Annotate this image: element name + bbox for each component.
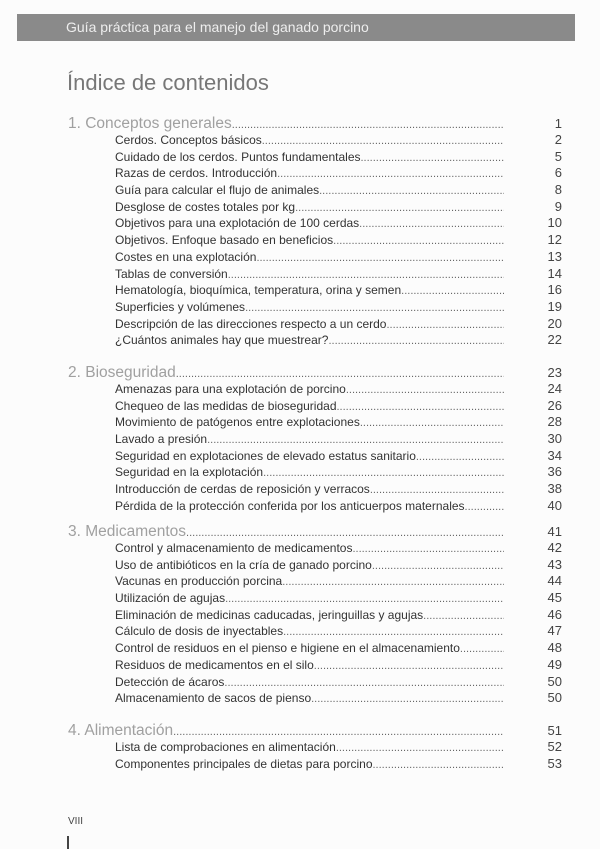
toc-section-heading[interactable] xyxy=(68,722,562,740)
entry-label: Objetivos. Enfoque basado en beneficios xyxy=(115,233,334,248)
entry-page-number: 36 xyxy=(547,464,562,480)
dot-leader xyxy=(245,300,504,317)
page-title: Índice de contenidos xyxy=(67,70,269,95)
toc-entry[interactable] xyxy=(68,149,562,166)
entry-label: Detección de ácaros xyxy=(115,674,225,689)
toc-entry[interactable] xyxy=(68,282,562,299)
entry-label: Utilización de agujas xyxy=(115,591,226,606)
entry-page-number: 19 xyxy=(547,298,562,314)
dot-leader xyxy=(333,233,504,250)
toc-entry[interactable] xyxy=(68,316,562,333)
entry-page-number: 38 xyxy=(547,481,562,497)
entry-label: Uso de antibióticos en la cría de ganado porcino xyxy=(115,557,372,572)
entry-label: Cálculo de dosis de inyectables xyxy=(115,624,284,639)
entry-label: Seguridad en la explotación xyxy=(115,465,264,480)
entry-label: Tablas de conversión xyxy=(115,266,228,281)
entry-page-number: 12 xyxy=(547,232,562,248)
toc-entry[interactable] xyxy=(68,414,562,431)
dot-leader xyxy=(277,166,504,183)
dot-leader xyxy=(416,449,504,466)
toc-section-1 xyxy=(68,115,562,349)
entry-page-number: 16 xyxy=(547,282,562,298)
toc-entry[interactable] xyxy=(68,132,562,149)
entry-page-number: 6 xyxy=(554,165,562,181)
dot-leader xyxy=(232,116,504,134)
dot-leader xyxy=(328,333,504,350)
toc-entry[interactable] xyxy=(68,557,562,574)
entry-page-number: 10 xyxy=(547,215,562,231)
toc-section-heading[interactable] xyxy=(68,115,562,133)
entry-label: 3. Medicamentos xyxy=(68,523,187,540)
dot-leader xyxy=(319,183,504,200)
entry-page-number: 8 xyxy=(554,182,562,198)
toc-entry[interactable] xyxy=(68,540,562,557)
toc-entry[interactable] xyxy=(68,657,562,674)
dot-leader xyxy=(256,250,504,267)
entry-label: Hematología, bioquímica, temperatura, orina y semen xyxy=(115,283,402,298)
entry-label: Guía para calcular el flujo de animales xyxy=(115,183,320,198)
entry-label: ¿Cuántos animales hay que muestrear? xyxy=(115,333,329,348)
entry-label: Control de residuos en el pienso e higiene en el almacenamiento xyxy=(115,641,460,656)
toc-section-heading[interactable] xyxy=(68,364,562,382)
entry-label: Control y almacenamiento de medicamentos xyxy=(115,541,353,555)
dot-leader xyxy=(360,415,504,432)
entry-page-number: 2 xyxy=(554,132,562,147)
dot-leader xyxy=(283,624,504,641)
dot-leader xyxy=(370,482,504,499)
page-number: VIII xyxy=(68,816,84,827)
dot-leader xyxy=(336,740,504,757)
entry-label: Costes en una explotación xyxy=(115,249,257,264)
entry-label: Eliminación de medicinas caducadas, jeringuillas y agujas xyxy=(115,607,424,622)
toc-entry[interactable] xyxy=(68,498,562,515)
toc-entry[interactable] xyxy=(68,464,562,481)
toc-entry[interactable] xyxy=(68,299,562,316)
entry-page-number: 34 xyxy=(547,447,562,463)
entry-label: Seguridad en explotaciones de elevado estatus sanitario xyxy=(115,448,416,463)
entry-label: Movimiento de patógenos entre explotaciones xyxy=(115,415,360,430)
entry-page-number: 50 xyxy=(547,673,562,689)
toc-entry[interactable] xyxy=(68,674,562,691)
dot-leader xyxy=(352,541,504,558)
toc-entry[interactable] xyxy=(68,332,562,349)
entry-label: Cerdos. Conceptos básicos xyxy=(115,133,262,147)
toc-section-heading[interactable] xyxy=(68,523,562,541)
entry-page-number: 50 xyxy=(547,690,562,706)
entry-page-number: 51 xyxy=(547,723,562,738)
entry-label: Chequeo de las medidas de bioseguridad xyxy=(115,398,337,413)
entry-page-number: 40 xyxy=(547,497,562,513)
entry-label: Almacenamiento de sacos de pienso xyxy=(115,691,312,706)
entry-page-number: 1 xyxy=(554,116,562,131)
entry-page-number: 28 xyxy=(547,414,562,430)
dot-leader xyxy=(314,658,504,675)
entry-label: Objetivos para una explotación de 100 cerdas xyxy=(115,216,360,231)
dot-leader xyxy=(224,675,504,692)
dot-leader xyxy=(401,283,504,300)
margin-mark xyxy=(67,836,69,849)
toc-entry[interactable] xyxy=(68,607,562,624)
entry-label: Lista de comprobaciones en alimentación xyxy=(115,740,336,754)
toc-entry[interactable] xyxy=(68,199,562,216)
entry-page-number: 46 xyxy=(547,606,562,622)
entry-label: Razas de cerdos. Introducción xyxy=(115,166,278,181)
entry-label: Vacunas en producción porcina xyxy=(115,574,283,589)
toc-entry[interactable] xyxy=(68,215,562,232)
entry-page-number: 41 xyxy=(547,524,562,539)
entry-page-number: 44 xyxy=(547,573,562,589)
toc-entry[interactable] xyxy=(68,623,562,640)
toc-entry[interactable] xyxy=(68,431,562,448)
dot-leader xyxy=(311,691,504,708)
entry-label: 1. Conceptos generales xyxy=(68,115,232,132)
toc-entry[interactable] xyxy=(68,398,562,415)
toc-section-2 xyxy=(68,364,562,515)
toc-entry[interactable] xyxy=(68,249,562,266)
dot-leader xyxy=(460,641,504,658)
toc-entry[interactable] xyxy=(68,266,562,283)
dot-leader xyxy=(346,382,504,399)
entry-page-number: 23 xyxy=(547,365,562,380)
running-header-title: Guía práctica para el manejo del ganado porcino xyxy=(66,19,369,35)
entry-label: Superficies y volúmenes xyxy=(115,299,246,314)
toc-entry[interactable] xyxy=(68,739,562,756)
entry-label: Residuos de medicamentos en el silo xyxy=(115,657,314,672)
entry-page-number: 26 xyxy=(547,397,562,413)
dot-leader xyxy=(228,267,504,284)
entry-label: 2. Bioseguridad xyxy=(68,364,176,381)
entry-page-number: 52 xyxy=(547,739,562,754)
dot-leader xyxy=(423,608,504,625)
entry-page-number: 9 xyxy=(554,198,562,214)
toc-entry[interactable] xyxy=(68,381,562,398)
dot-leader xyxy=(295,200,504,217)
entry-label: Introducción de cerdas de reposición y verracos xyxy=(115,482,370,497)
entry-label: Pérdida de la protección conferida por los anticuerpos maternales xyxy=(115,498,465,513)
entry-page-number: 42 xyxy=(547,540,562,555)
dot-leader xyxy=(359,216,504,233)
entry-page-number: 24 xyxy=(547,381,562,396)
toc-section-4 xyxy=(68,722,562,772)
dot-leader xyxy=(225,591,504,608)
entry-label: Lavado a presión xyxy=(115,432,208,447)
toc-entry[interactable] xyxy=(68,640,562,657)
dot-leader xyxy=(262,133,504,150)
entry-page-number: 14 xyxy=(547,265,562,281)
entry-label: Cuidado de los cerdos. Puntos fundamentales xyxy=(115,149,361,164)
entry-page-number: 45 xyxy=(547,590,562,606)
toc-entry[interactable] xyxy=(68,590,562,607)
toc-entry[interactable] xyxy=(68,448,562,465)
entry-page-number: 30 xyxy=(547,431,562,447)
running-header xyxy=(17,14,575,41)
dot-leader xyxy=(337,399,505,416)
entry-label: Desglose de costes totales por kg xyxy=(115,199,296,214)
dot-leader xyxy=(207,432,504,449)
entry-page-number: 5 xyxy=(554,148,562,164)
toc-entry[interactable] xyxy=(68,232,562,249)
entry-label: Amenazas para una explotación de porcino xyxy=(115,382,346,396)
dot-leader xyxy=(386,317,504,334)
toc-section-3 xyxy=(68,523,562,707)
entry-page-number: 13 xyxy=(547,248,562,264)
toc-entry[interactable] xyxy=(68,573,562,590)
toc-entry[interactable] xyxy=(68,182,562,199)
toc-entry[interactable] xyxy=(68,756,562,773)
dot-leader xyxy=(361,150,505,167)
dot-leader xyxy=(372,558,504,575)
entry-label: Descripción de las direcciones respecto a un cerdo xyxy=(115,316,387,331)
entry-label: Componentes principales de dietas para porcino xyxy=(115,756,373,771)
entry-page-number: 48 xyxy=(547,640,562,656)
entry-page-number: 47 xyxy=(547,623,562,639)
dot-leader xyxy=(373,757,505,774)
entry-label: 4. Alimentación xyxy=(68,722,174,739)
dot-leader xyxy=(263,465,504,482)
entry-page-number: 22 xyxy=(547,332,562,348)
toc-entry[interactable] xyxy=(68,481,562,498)
entry-page-number: 20 xyxy=(547,315,562,331)
entry-page-number: 49 xyxy=(547,656,562,672)
toc-entry[interactable] xyxy=(68,165,562,182)
dot-leader xyxy=(465,499,504,516)
toc-entry[interactable] xyxy=(68,690,562,707)
entry-page-number: 53 xyxy=(547,755,562,771)
dot-leader xyxy=(282,574,504,591)
entry-page-number: 43 xyxy=(547,556,562,572)
